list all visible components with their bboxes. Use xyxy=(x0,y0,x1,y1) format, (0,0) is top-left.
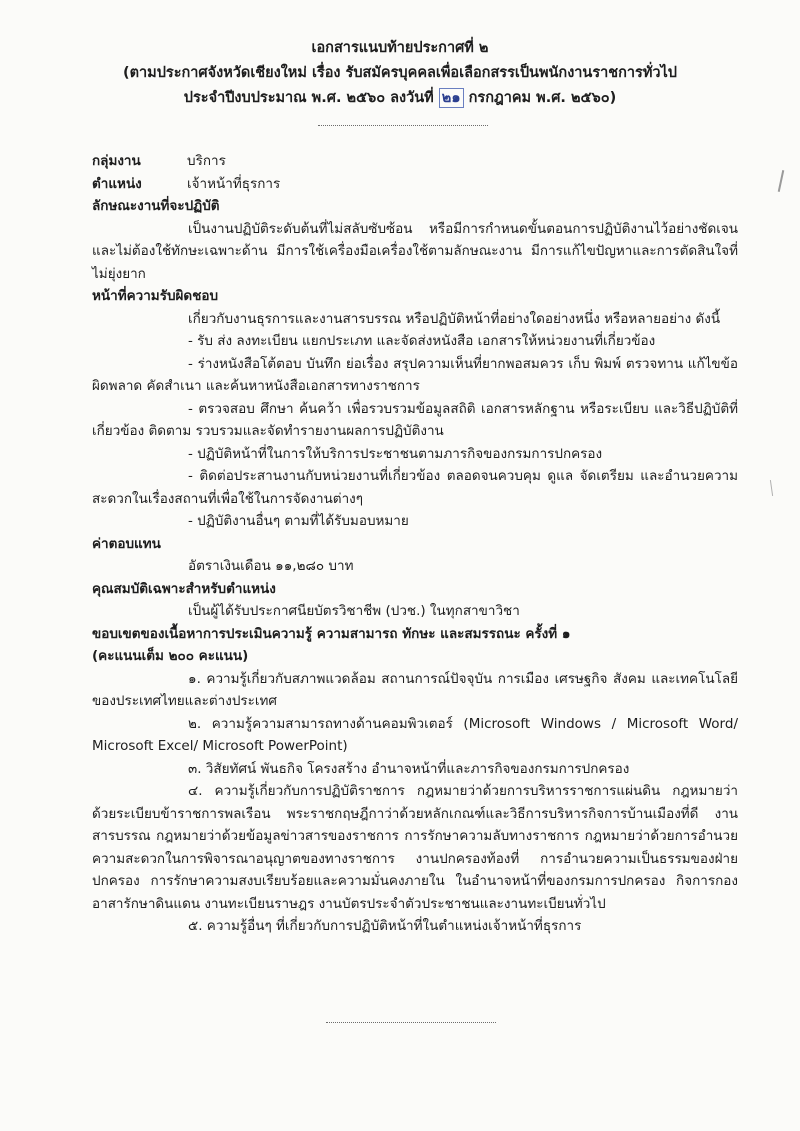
scan-artifact-mark xyxy=(770,480,773,496)
qualification-heading: คุณสมบัติเฉพาะสำหรับตำแหน่ง xyxy=(92,580,276,597)
duty-item: - ติดต่อประสานงานกับหน่วยงานที่เกี่ยวข้อง ตลอดจนควบคุม ดูแล จัดเตรียม และอำนวยความสะดวกในเรื่องสถานที่เพื่อใช้ในการจัดงานต่างๆ xyxy=(92,468,738,507)
duties-heading: หน้าที่ความรับผิดชอบ xyxy=(92,288,219,304)
group-label: กลุ่มงาน xyxy=(92,153,141,169)
compensation-heading: ค่าตอบแทน xyxy=(92,535,161,552)
header-date-prefix: ประจำปีงบประมาณ พ.ศ. ๒๕๖๐ ลงวันที่ xyxy=(183,90,434,106)
dotted-divider-bottom xyxy=(326,1022,496,1023)
job-nature-heading: ลักษณะงานที่จะปฏิบัติ xyxy=(92,198,220,214)
group-row xyxy=(92,150,738,173)
scope-item: ๔. ความรู้เกี่ยวกับการปฏิบัติราชการ กฎหมายว่าด้วยการบริหารราชการแผ่นดิน กฎหมายว่าด้วยระเบียบข้าราชการพลเรือน พระราชกฤษฎีกาว่าด้วยหลักเกณฑ์และวิธีการบริหารกิจการบ้านเมืองที่ดี งานสารบรรณ กฎหมายว่าด้วยข้อมูลข่าวสารของราชการ การรักษาความลับทางราชการ กฎหมายว่าด้วยการอำนวยความสะดวกในการพิจารณาอนุญาตของทางราชการ งานปกครองท้องที่ การอำนวยความเป็นธรรมของฝ่ายปกครอง การรักษาความสงบเรียบร้อยและความมั่นคงภายใน ในอำนาจหน้าที่ของกรมการปกครอง กิจการกองอาสารักษาดินแดน งานทะเบียนราษฎร งานบัตรประจำตัวประชาชนและงานทะเบียนทั่วไป xyxy=(92,783,738,912)
header-reference: (ตามประกาศจังหวัดเชียงใหม่ เรื่อง รับสมัครบุคคลเพื่อเลือกสรรเป็นพนักงานราชการทั่วไป xyxy=(122,65,678,81)
header-date-line xyxy=(60,86,740,111)
scope-subheading: (คะแนนเต็ม ๒๐๐ คะแนน) xyxy=(92,648,249,664)
scope-heading: ขอบเขตของเนื้อหาการประเมินความรู้ ความสามารถ ทักษะ และสมรรถนะ ครั้งที่ ๑ xyxy=(92,625,571,642)
dotted-divider-top xyxy=(318,125,488,126)
qualification-text: เป็นผู้ได้รับประกาศนียบัตรวิชาชีพ (ปวช.) ในทุกสาขาวิชา xyxy=(188,603,520,619)
position-value: เจ้าหน้าที่ธุรการ xyxy=(187,175,281,192)
scope-item: ๓. วิสัยทัศน์ พันธกิจ โครงสร้าง อำนาจหน้าที่และภารกิจของกรมการปกครอง xyxy=(188,760,630,777)
position-label: ตำแหน่ง xyxy=(92,175,142,192)
scope-item: ๑. ความรู้เกี่ยวกับสภาพแวดล้อม สถานการณ์ปัจจุบัน การเมือง เศรษฐกิจ สังคม และเทคโนโลยีของประเทศไทยและต่างประเทศ xyxy=(92,670,738,709)
header-title: เอกสารแนบท้ายประกาศที่ ๒ xyxy=(311,40,489,56)
group-value: บริการ xyxy=(187,153,226,169)
job-nature-text: เป็นงานปฏิบัติระดับต้นที่ไม่สลับซับซ้อน หรือมีการกำหนดขั้นตอนการปฏิบัติงานไว้อย่างชัดเจน และไม่ต้องใช้ทักษะเฉพาะด้าน มีการใช้เครื่องมือเครื่องใช้ตามลักษณะงาน มีการแก้ไขปัญหาและการตัดสินใจที่ไม่ยุ่งยาก xyxy=(92,220,738,282)
compensation-text: อัตราเงินเดือน ๑๑,๒๘๐ บาท xyxy=(188,558,354,574)
scope-item: ๒. ความรู้ความสามารถทางด้านคอมพิวเตอร์ (Microsoft Windows / Microsoft Word/ Microsoft Excel/ Microsoft PowerPoint) xyxy=(92,715,738,754)
scope-item: ๕. ความรู้อื่นๆ ที่เกี่ยวกับการปฏิบัติหน้าที่ในตำแหน่งเจ้าหน้าที่ธุรการ xyxy=(188,918,582,934)
duty-item: - ตรวจสอบ ศึกษา ค้นคว้า เพื่อรวบรวมข้อมูลสถิติ เอกสารหลักฐาน หรือระเบียบ และวิธีปฏิบัติที่เกี่ยวข้อง ติดตาม รวบรวมและจัดทำรายงานผลการปฏิบัติงาน xyxy=(92,400,738,439)
duty-item: - ปฏิบัติงานอื่นๆ ตามที่ได้รับมอบหมาย xyxy=(188,513,409,529)
header-date-day: ๒๑ xyxy=(439,88,464,108)
document-body xyxy=(92,150,738,938)
duty-item: - ปฏิบัติหน้าที่ในการให้บริการประชาชนตามภารกิจของกรมการปกครอง xyxy=(188,445,603,462)
duties-intro: เกี่ยวกับงานธุรการและงานสารบรรณ หรือปฏิบัติหน้าที่อย่างใดอย่างหนึ่ง หรือหลายอย่าง ดังนี้ xyxy=(188,310,721,327)
header-date-suffix: กรกฎาคม พ.ศ. ๒๕๖๐) xyxy=(468,90,617,106)
duty-item: - รับ ส่ง ลงทะเบียน แยกประเภท และจัดส่งหนังสือ เอกสารให้หน่วยงานที่เกี่ยวข้อง xyxy=(188,333,656,349)
scan-artifact-mark xyxy=(778,170,785,192)
position-row xyxy=(92,173,738,196)
duty-item: - ร่างหนังสือโต้ตอบ บันทึก ย่อเรื่อง สรุปความเห็นที่ยากพอสมควร เก็บ พิมพ์ ตรวจทาน แก้ไขข้อผิดพลาด คัดสำเนา และค้นหาหนังสือเอกสารทางราชการ xyxy=(92,355,738,394)
document-header xyxy=(60,36,740,111)
